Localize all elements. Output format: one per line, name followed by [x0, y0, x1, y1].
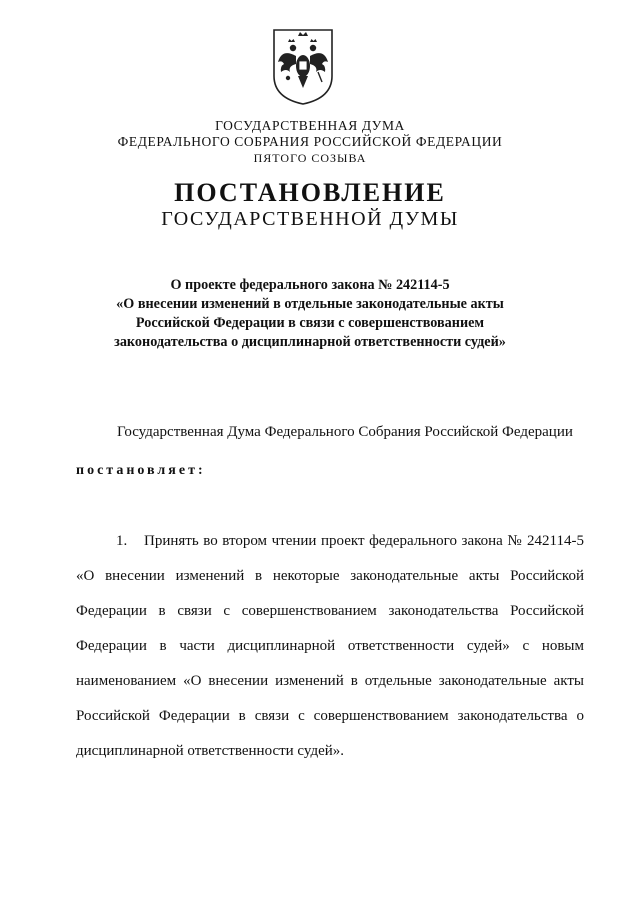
item-line: Федерации в связи с совершенствованием законодательства Российской	[76, 603, 584, 619]
intro-paragraph: Государственная Дума Федерального Собрания Российской Федерации	[117, 424, 573, 440]
org-name-line-1: ГОСУДАРСТВЕННАЯ ДУМА	[215, 118, 405, 133]
item-line: наименованием «О внесении изменений в отдельные законодательные акты	[76, 673, 584, 689]
document-type-title: ПОСТАНОВЛЕНИЕ	[174, 178, 446, 207]
resolution-item-1	[76, 524, 584, 769]
subject-line: Российской Федерации в связи с совершенствованием	[135, 315, 485, 331]
item-line: «О внесении изменений в некоторые законодательные акты Российской	[76, 568, 584, 584]
item-line	[76, 524, 584, 559]
item-number: 1.	[116, 533, 128, 549]
convocation-line: ПЯТОГО СОЗЫВА	[253, 151, 367, 165]
subject-line: О проекте федерального закона № 242114-5	[170, 277, 450, 293]
item-line: Российской Федерации в связи с совершенствованием законодательства о	[76, 708, 584, 724]
document-authority-title: ГОСУДАРСТВЕННОЙ ДУМЫ	[161, 208, 459, 230]
org-name-line-2: ФЕДЕРАЛЬНОГО СОБРАНИЯ РОССИЙСКОЙ ФЕДЕРАЦИИ	[117, 134, 503, 149]
item-line-text: Принять во втором чтении проект федерального закона № 242114-5	[144, 533, 584, 549]
document-subject	[60, 276, 560, 352]
subject-line: «О внесении изменений в отдельные законодательные акты	[116, 296, 504, 312]
subject-line: законодательства о дисциплинарной ответственности судей»	[114, 334, 506, 350]
decides-label: постановляет:	[76, 463, 206, 478]
item-line: дисциплинарной ответственности судей».	[76, 743, 345, 759]
coat-of-arms-icon	[268, 26, 338, 106]
item-line: Федерации в части дисциплинарной ответственности судей» с новым	[76, 638, 584, 654]
